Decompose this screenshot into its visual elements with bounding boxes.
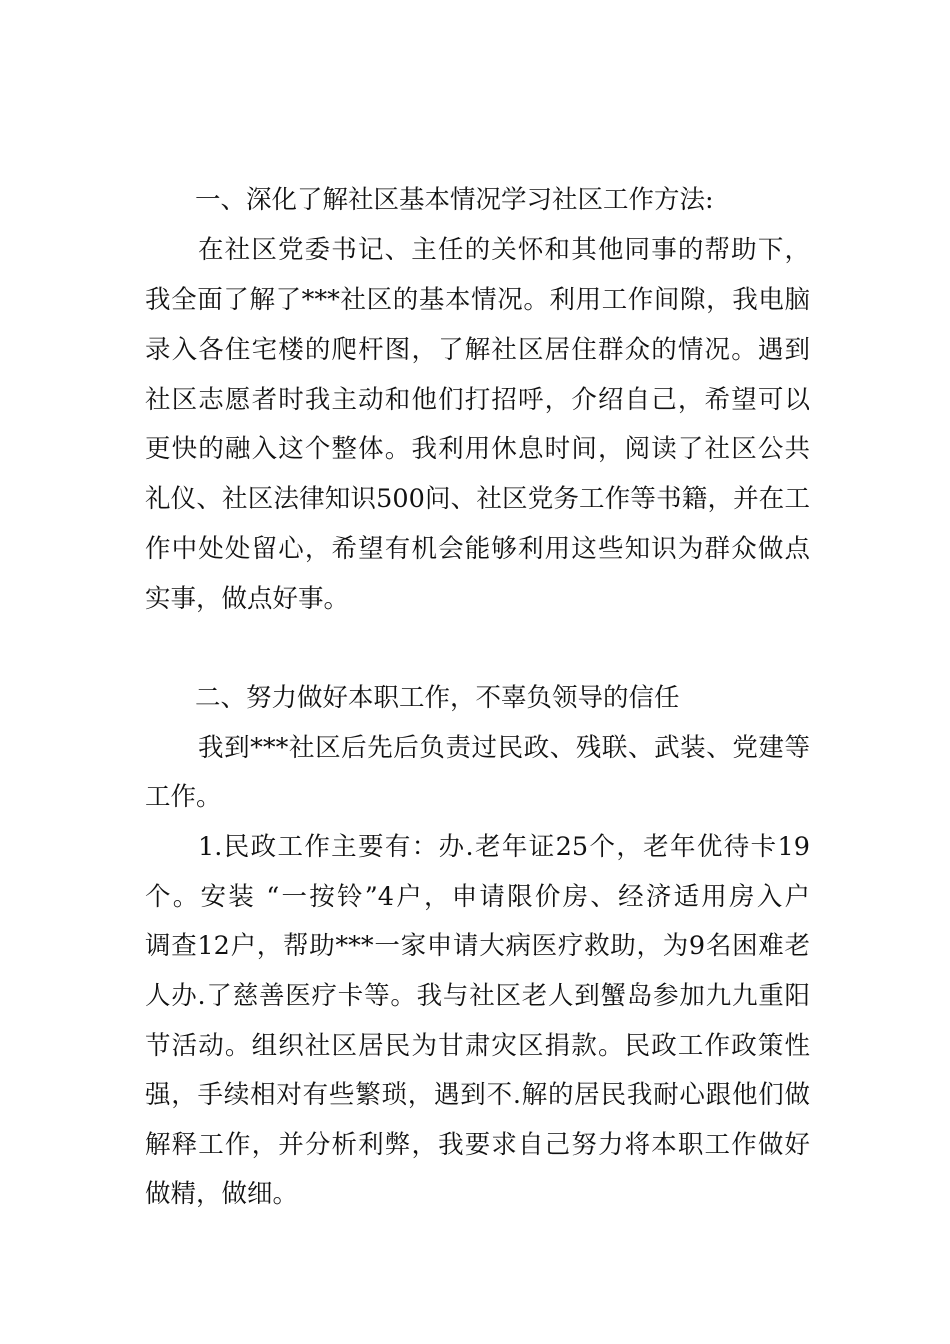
item-1-line-6: 强，手续相对有些繁琐，遇到不.解的居民我耐心跟他们做 (145, 1080, 810, 1110)
section-1-line-5: 更快的融入这个整体。我利用休息时间，阅读了社区公共 (145, 434, 810, 464)
item-1-line-5: 节活动。组织社区居民为甘肃灾区捐款。民政工作政策性 (145, 1031, 810, 1061)
section-1-line-2: 我全面了解了***社区的基本情况。利用工作间隙，我电脑 (145, 285, 810, 315)
section-2-heading: 二、努力做好本职工作，不辜负领导的信任 (195, 683, 680, 713)
section-1-line-8: 实事，做点好事。 (145, 584, 350, 614)
section-1-line-6: 礼仪、社区法律知识500问、社区党务工作等书籍，并在工 (145, 484, 810, 514)
section-1-line-1: 在社区党委书记、主任的关怀和其他同事的帮助下， (198, 235, 810, 265)
section-2-intro-line-1: 我到***社区后先后负责过民政、残联、武装、党建等 (198, 733, 810, 763)
section-1-line-3: 录入各住宅楼的爬杆图，了解社区居住群众的情况。遇到 (145, 335, 810, 365)
item-1-line-4: 人办.了慈善医疗卡等。我与社区老人到蟹岛参加九九重阳 (145, 981, 810, 1011)
section-1-line-4: 社区志愿者时我主动和他们打招呼，介绍自己，希望可以 (145, 385, 810, 415)
item-1-line-7: 解释工作，并分析利弊，我要求自己努力将本职工作做好 (145, 1130, 810, 1160)
section-2-intro-line-2: 工作。 (145, 782, 222, 812)
item-1-line-1: 1.民政工作主要有：办.老年证25个，老年优待卡19 (198, 832, 810, 862)
section-1-heading: 一、深化了解社区基本情况学习社区工作方法: (195, 185, 714, 215)
item-1-line-2: 个。安装 “一按铃”4户，申请限价房、经济适用房入户 (145, 882, 810, 912)
section-1-line-7: 作中处处留心，希望有机会能够利用这些知识为群众做点 (145, 534, 810, 564)
item-1-line-8: 做精，做细。 (145, 1179, 299, 1209)
item-1-line-3: 调查12户，帮助***一家申请大病医疗救助，为9名困难老 (145, 931, 810, 961)
